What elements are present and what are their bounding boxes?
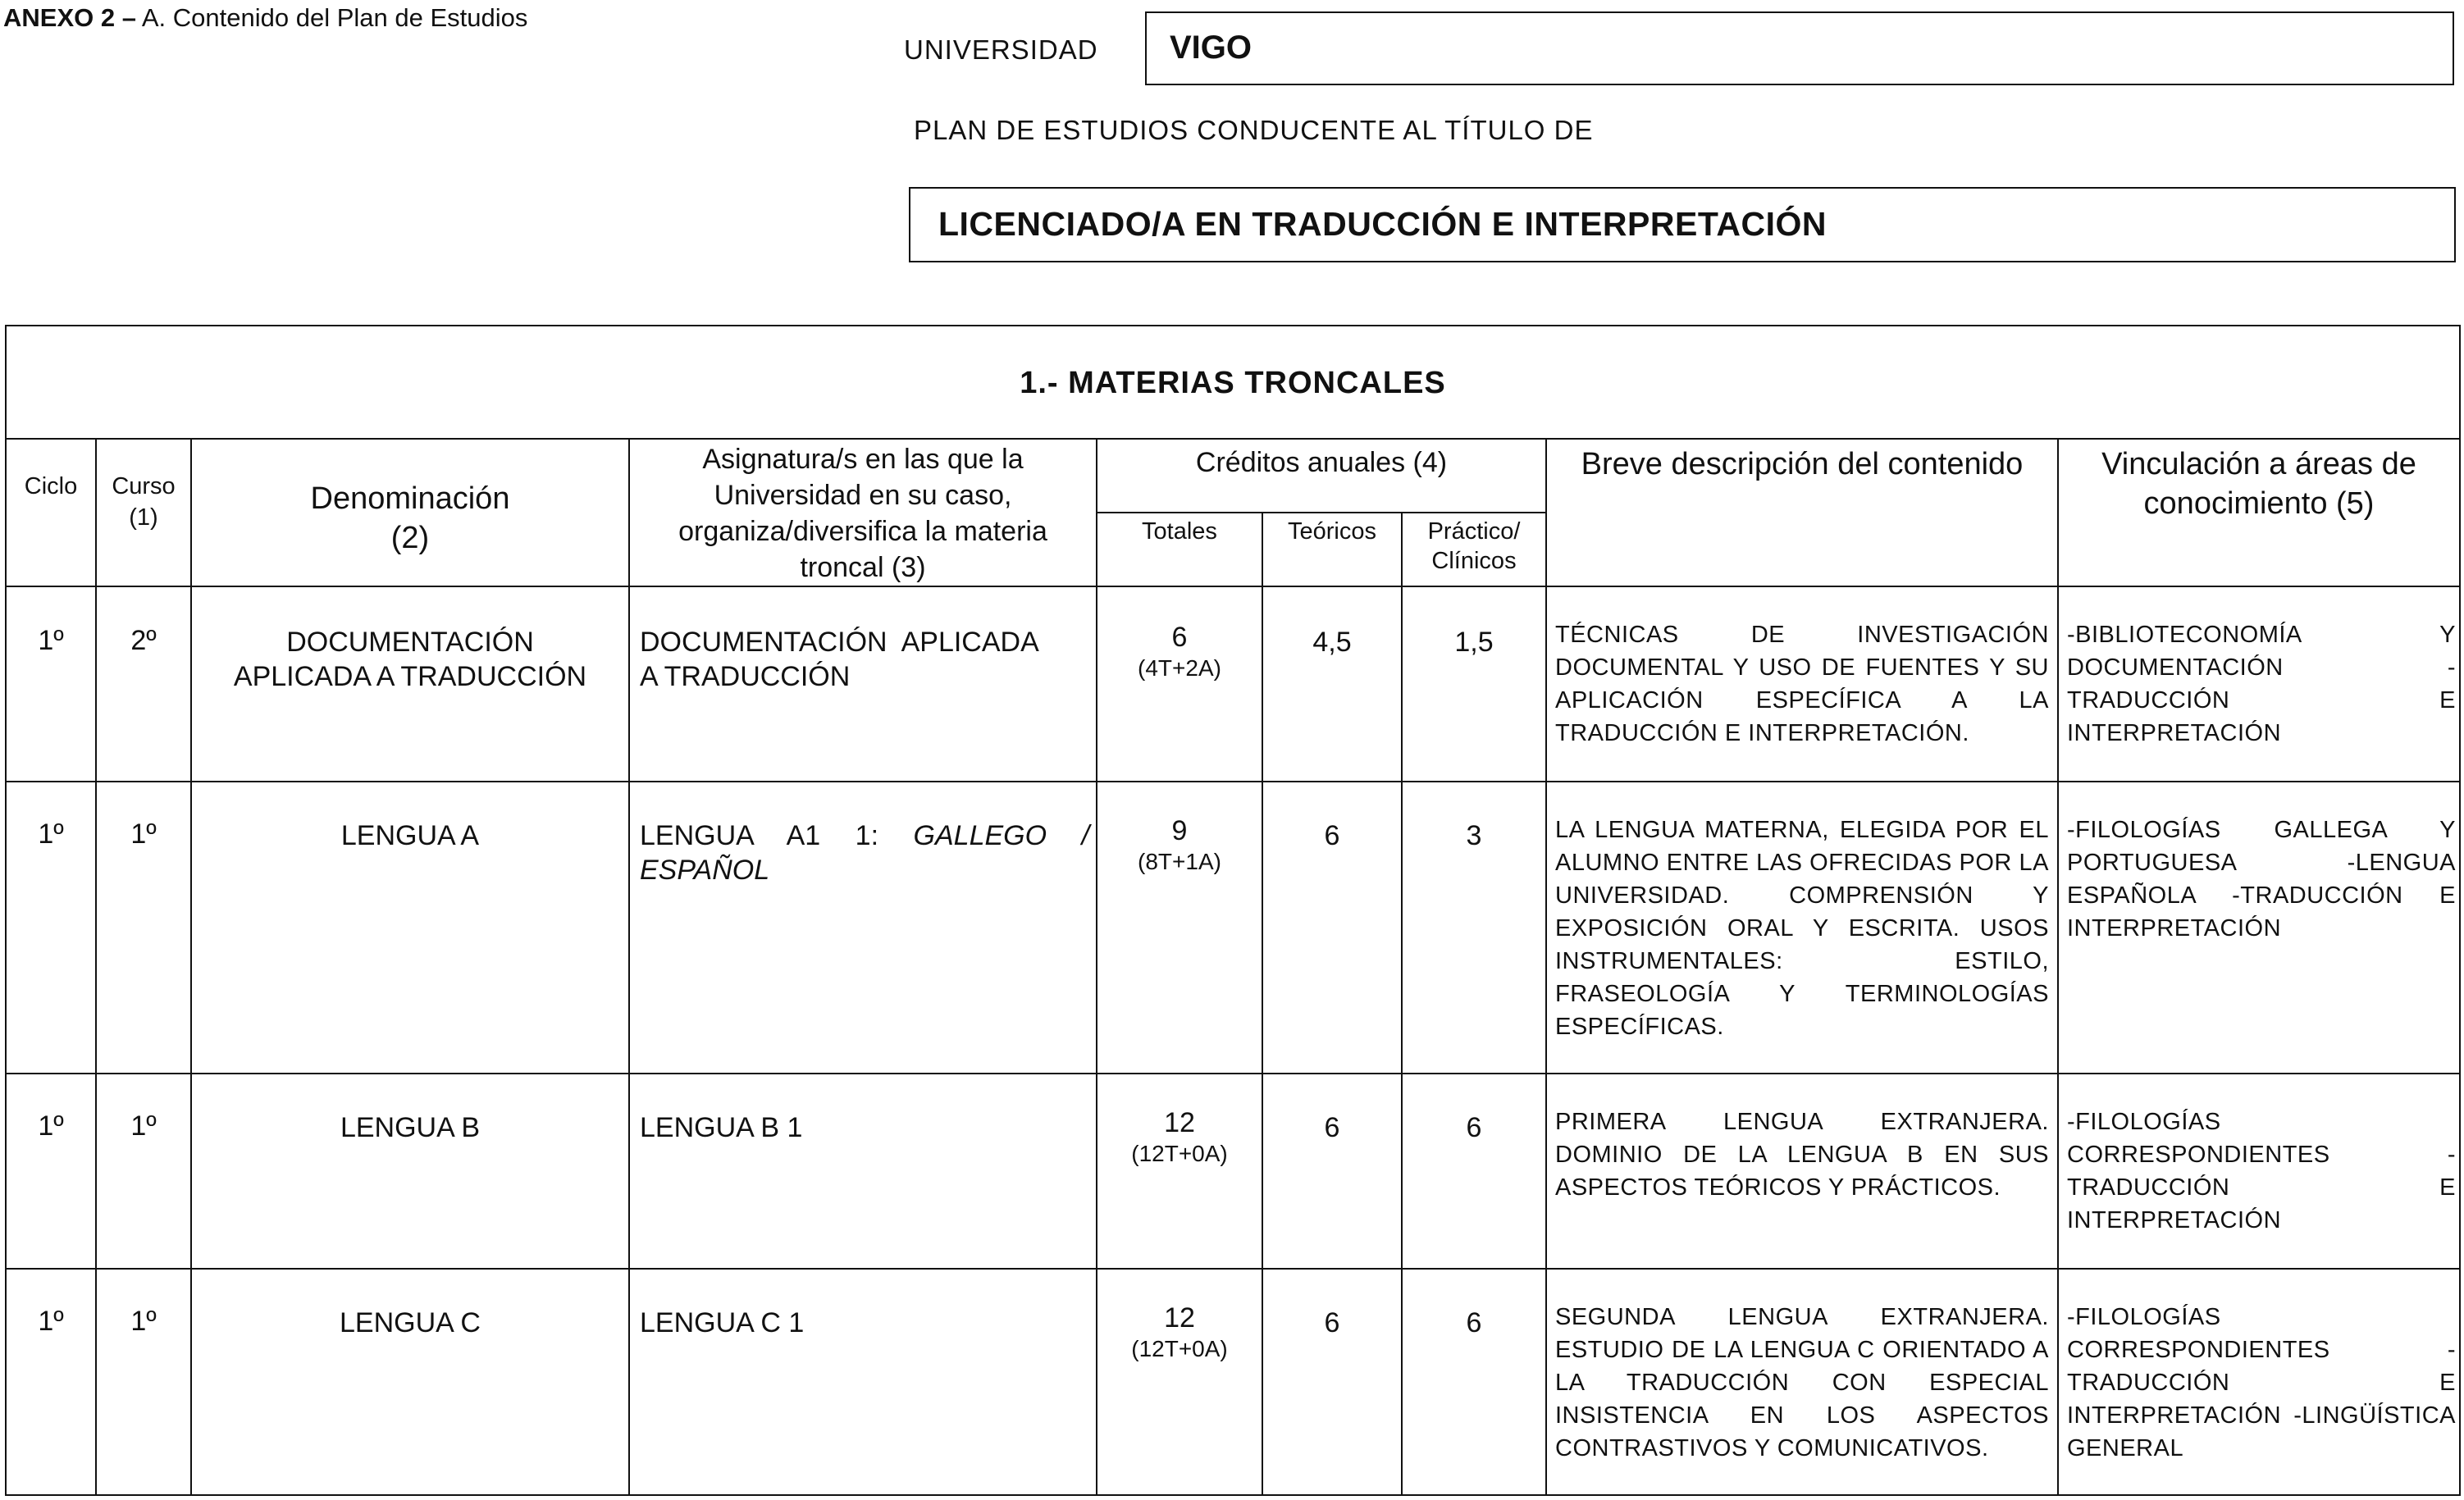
row3-curso: 1º bbox=[130, 1110, 157, 1142]
row2-denominacion-line1: LENGUA A bbox=[340, 820, 480, 851]
row4-vinculacion: -FILOLOGÍAS CORRESPONDIENTES -TRADUCCIÓN E INTERPRETACIÓN -LINGÜÍSTICA GENERAL bbox=[2067, 1304, 2456, 1461]
row1-asignatura bbox=[640, 625, 1089, 694]
troncales-table bbox=[5, 325, 2461, 1496]
row3-totales-value: 12 bbox=[1164, 1107, 1195, 1138]
row1-teoricos: 4,5 bbox=[1312, 627, 1352, 658]
header-denominacion-note: (2) bbox=[390, 521, 430, 555]
row1-denominacion-line2: APLICADA A TRADUCCIÓN bbox=[233, 661, 587, 692]
row3-denominacion-line1: LENGUA B bbox=[340, 1112, 481, 1143]
row3-totales bbox=[1097, 1106, 1262, 1168]
row1-totales-value: 6 bbox=[1171, 622, 1188, 653]
row3-vinculacion: -FILOLOGÍAS CORRESPONDIENTES -TRADUCCIÓN E INTERPRETACIÓN bbox=[2067, 1109, 2456, 1233]
degree-title-box bbox=[909, 187, 2456, 262]
header-asignatura-line1: Asignatura/s en las que la bbox=[702, 444, 1024, 475]
row4-denominacion bbox=[192, 1306, 628, 1340]
annex-heading bbox=[3, 3, 527, 33]
row2-vinculacion: -FILOLOGÍAS GALLEGA Y PORTUGUESA -LENGUA ESPAÑOLA -TRADUCCIÓN E INTERPRETACIÓN bbox=[2067, 817, 2456, 941]
row1-asignatura-line1: DOCUMENTACIÓN APLICADA bbox=[640, 627, 1039, 658]
header-totales: Totales bbox=[1142, 518, 1217, 545]
header-denominacion bbox=[192, 479, 628, 558]
row1-practicos: 1,5 bbox=[1454, 627, 1494, 658]
row3-descripcion: PRIMERA LENGUA EXTRANJERA. DOMINIO DE LA LENGUA B EN SUS ASPECTOS TEÓRICOS Y PRÁCTICOS. bbox=[1555, 1109, 2049, 1201]
row1-asignatura-line2: A TRADUCCIÓN bbox=[640, 661, 851, 692]
plan-label: PLAN DE ESTUDIOS CONDUCENTE AL TÍTULO DE bbox=[914, 115, 1594, 145]
degree-title: LICENCIADO/A EN TRADUCCIÓN E INTERPRETACIÓN bbox=[938, 205, 1827, 243]
row2-teoricos: 6 bbox=[1324, 820, 1340, 851]
header-asignatura-line3: organiza/diversifica la materia bbox=[678, 516, 1047, 547]
row1-vinculacion: -BIBLIOTECONOMÍA Y DOCUMENTACIÓN -TRADUCCIÓN E INTERPRETACIÓN bbox=[2067, 622, 2456, 746]
row2-descripcion: LA LENGUA MATERNA, ELEGIDA POR EL ALUMNO ENTRE LAS OFRECIDAS POR LA UNIVERSIDAD. COMPRENSIÓN Y EXPOSICIÓN ORAL Y ESCRITA. USOS INSTRUMENTALES: ESTILO, FRASEOLOGÍA Y TERMINOLOGÍAS ESPECÍFICAS. bbox=[1555, 817, 2049, 1040]
row2-curso: 1º bbox=[130, 818, 157, 850]
row4-asignatura-line1: LENGUA C 1 bbox=[640, 1307, 805, 1338]
header-curso-note: (1) bbox=[129, 504, 158, 531]
row1-totales bbox=[1097, 620, 1262, 682]
row3-denominacion bbox=[192, 1110, 628, 1145]
header-vinculacion-line1: Vinculación a áreas de bbox=[2101, 447, 2416, 481]
row2-denominacion bbox=[192, 818, 628, 853]
row1-denominacion-line1: DOCUMENTACIÓN bbox=[286, 627, 534, 658]
row2-practicos: 3 bbox=[1466, 820, 1482, 851]
header-practicos-line1: Práctico/ bbox=[1427, 518, 1521, 545]
header-asignatura bbox=[630, 441, 1096, 586]
row2-totales bbox=[1097, 814, 1262, 876]
row2-totales-value: 9 bbox=[1171, 815, 1188, 846]
row2-ciclo: 1º bbox=[38, 818, 64, 850]
row1-denominacion bbox=[192, 625, 628, 694]
row4-asignatura bbox=[640, 1306, 1089, 1340]
header-teoricos: Teóricos bbox=[1288, 518, 1376, 545]
row1-ciclo: 1º bbox=[38, 625, 64, 656]
annex-label: ANEXO 2 – bbox=[3, 3, 136, 32]
header-practicos-line2: Clínicos bbox=[1431, 548, 1517, 574]
header-curso bbox=[97, 471, 190, 533]
header-asignatura-line4: troncal (3) bbox=[800, 552, 926, 583]
row2-asignatura-line1: LENGUA A1 1: bbox=[640, 820, 879, 851]
header-descripcion: Breve descripción del contenido bbox=[1581, 447, 2024, 481]
row4-practicos: 6 bbox=[1466, 1307, 1482, 1338]
header-ciclo: Ciclo bbox=[24, 473, 78, 499]
row2-totales-split: (8T+1A) bbox=[1138, 849, 1221, 874]
university-value: VIGO bbox=[1170, 30, 1253, 66]
row3-teoricos: 6 bbox=[1324, 1112, 1340, 1143]
row4-totales bbox=[1097, 1301, 1262, 1363]
row3-asignatura bbox=[640, 1110, 1089, 1145]
row3-asignatura-line1: LENGUA B 1 bbox=[640, 1112, 803, 1143]
row1-curso: 2º bbox=[130, 625, 157, 656]
header-vinculacion-line2: conocimiento (5) bbox=[2143, 486, 2375, 521]
header-practicos bbox=[1403, 517, 1545, 576]
header-creditos: Créditos anuales (4) bbox=[1195, 447, 1448, 478]
university-box bbox=[1145, 11, 2454, 85]
row4-curso: 1º bbox=[130, 1306, 157, 1337]
header-asignatura-line2: Universidad en su caso, bbox=[714, 480, 1012, 511]
row4-ciclo: 1º bbox=[38, 1306, 64, 1337]
row1-descripcion: TÉCNICAS DE INVESTIGACIÓN DOCUMENTAL Y USO DE FUENTES Y SU APLICACIÓN ESPECÍFICA A LA TRADUCCIÓN E INTERPRETACIÓN. bbox=[1555, 622, 2049, 746]
row3-totales-split: (12T+0A) bbox=[1131, 1141, 1228, 1166]
row2-asignatura-line2: GALLEGO / ESPAÑOL bbox=[640, 820, 1090, 886]
row3-ciclo: 1º bbox=[38, 1110, 64, 1142]
row3-practicos: 6 bbox=[1466, 1112, 1482, 1143]
header-denominacion-label: Denominación bbox=[310, 481, 510, 516]
annex-description: A. Contenido del Plan de Estudios bbox=[141, 3, 528, 32]
row4-teoricos: 6 bbox=[1324, 1307, 1340, 1338]
row4-descripcion: SEGUNDA LENGUA EXTRANJERA. ESTUDIO DE LA LENGUA C ORIENTADO A LA TRADUCCIÓN CON ESPECIAL INSISTENCIA EN LOS ASPECTOS CONTRASTIVOS Y COMUNICATIVOS. bbox=[1555, 1304, 2049, 1461]
university-label: UNIVERSIDAD bbox=[904, 34, 1098, 65]
section-title: 1.- MATERIAS TRONCALES bbox=[1020, 366, 1446, 400]
row4-totales-split: (12T+0A) bbox=[1131, 1336, 1228, 1361]
row1-totales-split: (4T+2A) bbox=[1138, 655, 1221, 681]
row4-denominacion-line1: LENGUA C bbox=[340, 1307, 481, 1338]
row2-asignatura bbox=[640, 818, 1089, 887]
row4-totales-value: 12 bbox=[1164, 1302, 1195, 1334]
header-vinculacion bbox=[2059, 445, 2459, 523]
header-curso-label: Curso bbox=[112, 473, 176, 499]
